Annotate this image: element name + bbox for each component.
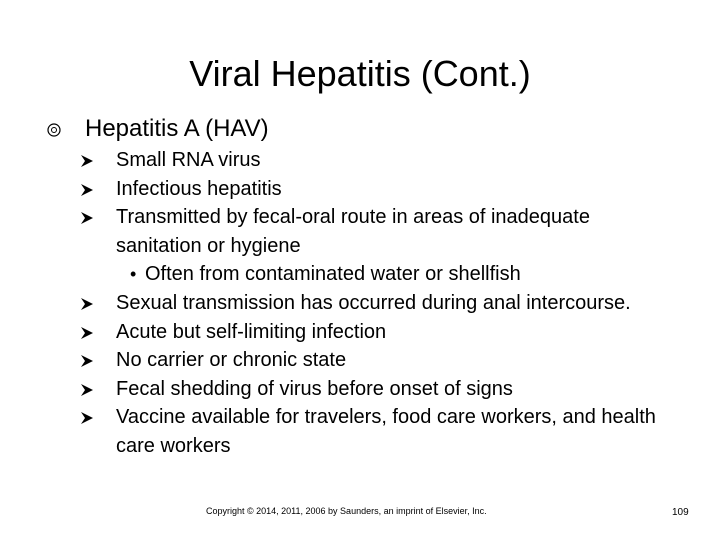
list-item-text: Fecal shedding of virus before onset of signs — [116, 377, 513, 400]
list-item-text: Sexual transmission has occurred during anal intercourse. — [116, 291, 631, 314]
list-item-text: Infectious hepatitis — [116, 177, 282, 200]
list-item-text: Small RNA virus — [116, 149, 261, 171]
list-item — [0, 346, 656, 375]
list-item-text: Transmitted by fecal-oral route in areas of inadequate sanitation or hygiene — [116, 206, 590, 257]
list-item — [0, 403, 656, 460]
section-heading: Hepatitis A (HAV) — [85, 115, 269, 142]
list-item-text: No carrier or chronic state — [116, 349, 347, 372]
arrowhead-bullet-icon — [80, 297, 94, 311]
arrowhead-bullet-icon — [80, 354, 94, 368]
slide-title: Viral Hepatitis (Cont.) — [189, 53, 531, 94]
list-item-text: Vaccine available for travelers, food care workers, and health care workers — [116, 406, 656, 457]
list-item — [0, 318, 656, 347]
list-item — [0, 375, 656, 404]
arrowhead-bullet-icon — [80, 183, 94, 197]
list-item — [0, 289, 656, 318]
sub-list-item — [0, 260, 720, 289]
list-item — [0, 175, 656, 204]
bullet-list — [0, 146, 720, 461]
arrowhead-bullet-icon — [80, 154, 94, 168]
arrowhead-bullet-icon — [80, 383, 94, 397]
concentric-circle-bullet-icon — [46, 122, 62, 138]
list-item — [0, 203, 656, 260]
copyright-notice: Copyright © 2014, 2011, 2006 by Saunders, an imprint of Elsevier, Inc. — [206, 506, 487, 516]
sub-list-item-text: Often from contaminated water or shellfish — [145, 263, 521, 286]
arrowhead-bullet-icon — [80, 211, 94, 225]
arrowhead-bullet-icon — [80, 326, 94, 340]
list-item — [0, 146, 656, 175]
arrowhead-bullet-icon — [80, 411, 94, 425]
page-number: 109 — [672, 507, 689, 518]
list-item-text: Acute but self-limiting infection — [116, 320, 387, 343]
round-dot-bullet-icon: • — [130, 264, 137, 285]
